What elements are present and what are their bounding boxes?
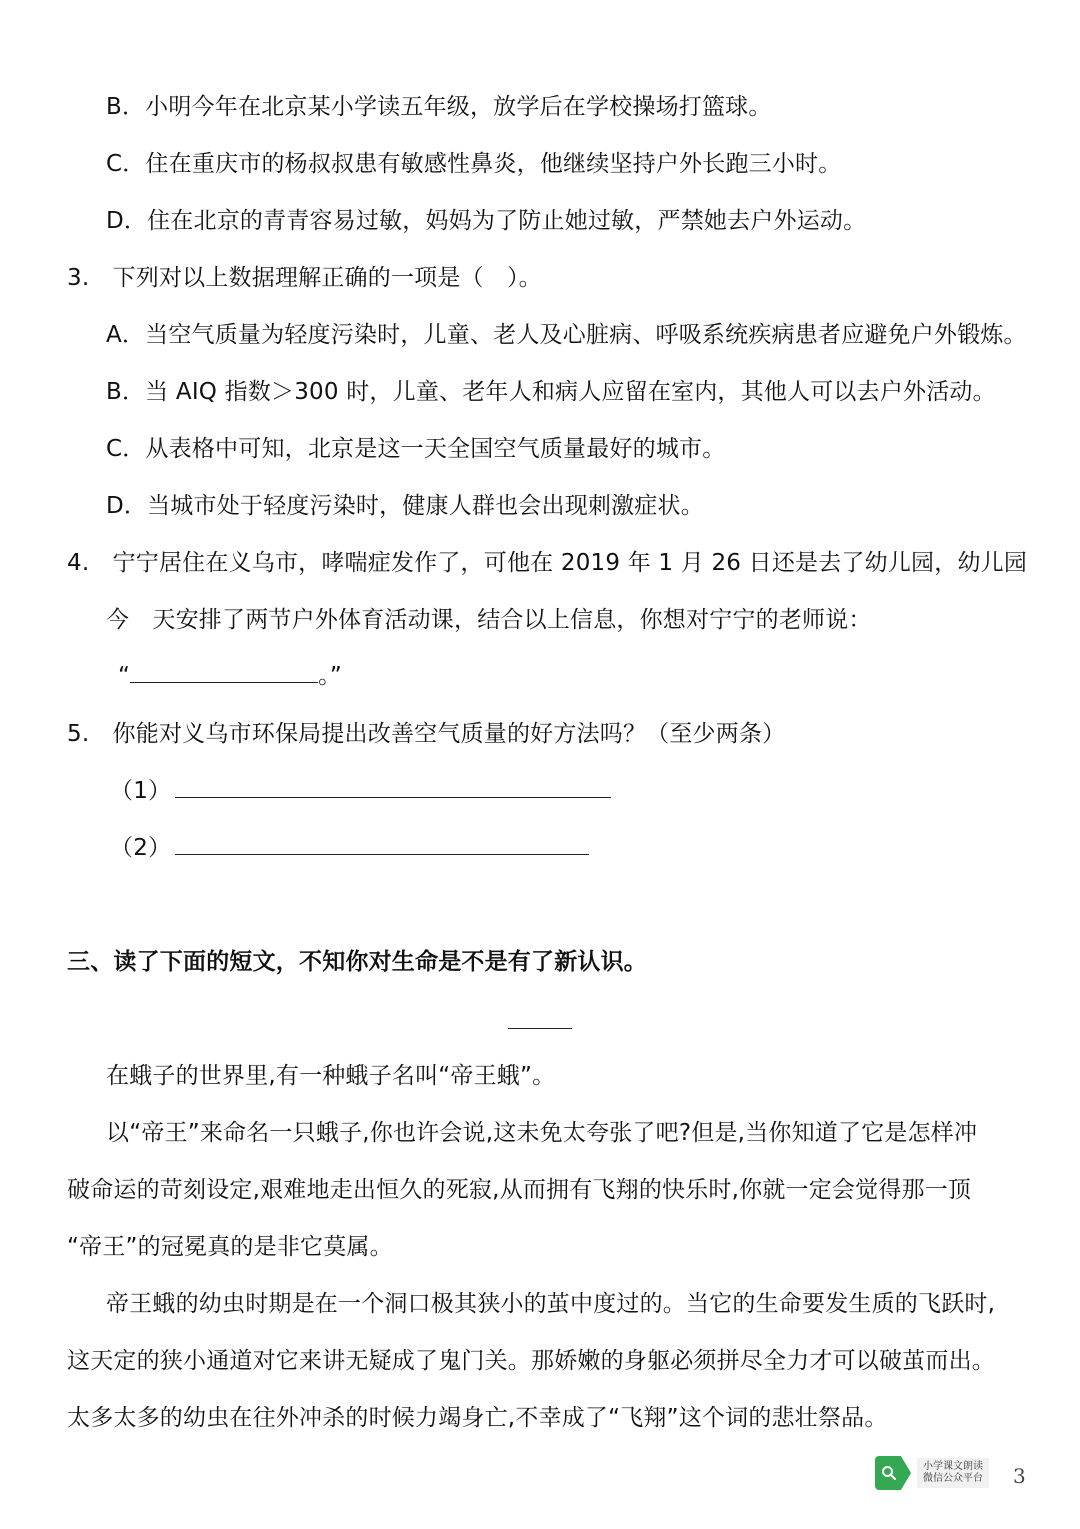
- passage-paragraph-3-line-1: 帝王蛾的幼虫时期是在一个洞口极其狭小的茧中度过的。当它的生命要发生质的飞跃时,: [106, 1291, 996, 1317]
- q5-item-2-blank[interactable]: [175, 834, 589, 855]
- q2-option-d: D．住在北京的青青容易过敏，妈妈为了防止她过敏，严禁她去户外运动。: [106, 208, 867, 234]
- q5-item-1: [110, 775, 611, 807]
- passage-paragraph-1: 在蛾子的世界里,有一种蛾子名叫“帝王蛾”。: [106, 1063, 556, 1089]
- passage-title-blank[interactable]: [508, 1028, 572, 1029]
- q4-answer-line: [118, 660, 342, 692]
- q4-line-2: 今 天安排了两节户外体育活动课，结合以上信息，你想对宁宁的老师说：: [106, 607, 872, 633]
- watermark-line-2: 微信公众平台: [923, 1473, 983, 1484]
- q5-item-1-label: （1）: [110, 778, 172, 804]
- q5-item-2-label: （2）: [110, 835, 172, 861]
- q5-item-1-blank[interactable]: [175, 777, 611, 798]
- q4-close-quote: 。”: [318, 663, 342, 689]
- watermark-line-1: 小学课文朗读: [923, 1461, 983, 1472]
- q5-stem: 5. 你能对义乌市环保局提出改善空气质量的好方法吗？（至少两条）: [67, 721, 786, 747]
- q3-stem: 3. 下列对以上数据理解正确的一项是（ ）。: [67, 265, 542, 291]
- wechat-watermark: [875, 1456, 989, 1490]
- q3-option-d: D．当城市处于轻度污染时，健康人群也会出现刺激症状。: [106, 493, 704, 519]
- passage-paragraph-2-line-1: 以“帝王”来命名一只蛾子,你也许会说,这未免太夸张了吧?但是,当你知道了它是怎样冲: [106, 1120, 978, 1146]
- passage-paragraph-2-line-2: 破命运的苛刻设定,艰难地走出恒久的死寂,从而拥有飞翔的快乐时,你就一定会觉得那一顶: [67, 1177, 972, 1203]
- q3-option-a: A．当空气质量为轻度污染时，儿童、老人及心脏病、呼吸系统疾病患者应避免户外锻炼。: [106, 322, 1027, 348]
- q3-option-c: C．从表格中可知，北京是这一天全国空气质量最好的城市。: [106, 436, 726, 462]
- q4-answer-blank[interactable]: [130, 662, 318, 683]
- search-icon: [875, 1456, 911, 1490]
- passage-paragraph-2-line-3: “帝王”的冠冕真的是非它莫属。: [67, 1234, 393, 1260]
- page-number: 3: [1013, 1464, 1026, 1488]
- q3-option-b: B．当 AIQ 指数＞300 时，儿童、老年人和病人应留在室内，其他人可以去户外活动。: [106, 379, 996, 405]
- q2-option-c: C．住在重庆市的杨叔叔患有敏感性鼻炎，他继续坚持户外长跑三小时。: [106, 151, 842, 177]
- passage-paragraph-3-line-2: 这天定的狭小通道对它来讲无疑成了鬼门关。那娇嫩的身躯必须拼尽全力才可以破茧而出。: [67, 1348, 995, 1374]
- section-3-heading: 三、读了下面的短文，不知你对生命是不是有了新认识。: [67, 949, 647, 975]
- passage-paragraph-3-line-3: 太多太多的幼虫在往外冲杀的时候力竭身亡,不幸成了“飞翔”这个词的悲壮祭品。: [67, 1405, 888, 1431]
- q4-line-1: 4. 宁宁居住在义乌市，哮喘症发作了，可他在 2019 年 1 月 26 日还是去了幼儿园，幼儿园: [67, 550, 1028, 576]
- q2-option-b: B．小明今年在北京某小学读五年级，放学后在学校操场打篮球。: [106, 94, 772, 120]
- q4-open-quote: “: [118, 663, 131, 689]
- watermark-text: [917, 1458, 989, 1488]
- q5-item-2: [110, 832, 589, 864]
